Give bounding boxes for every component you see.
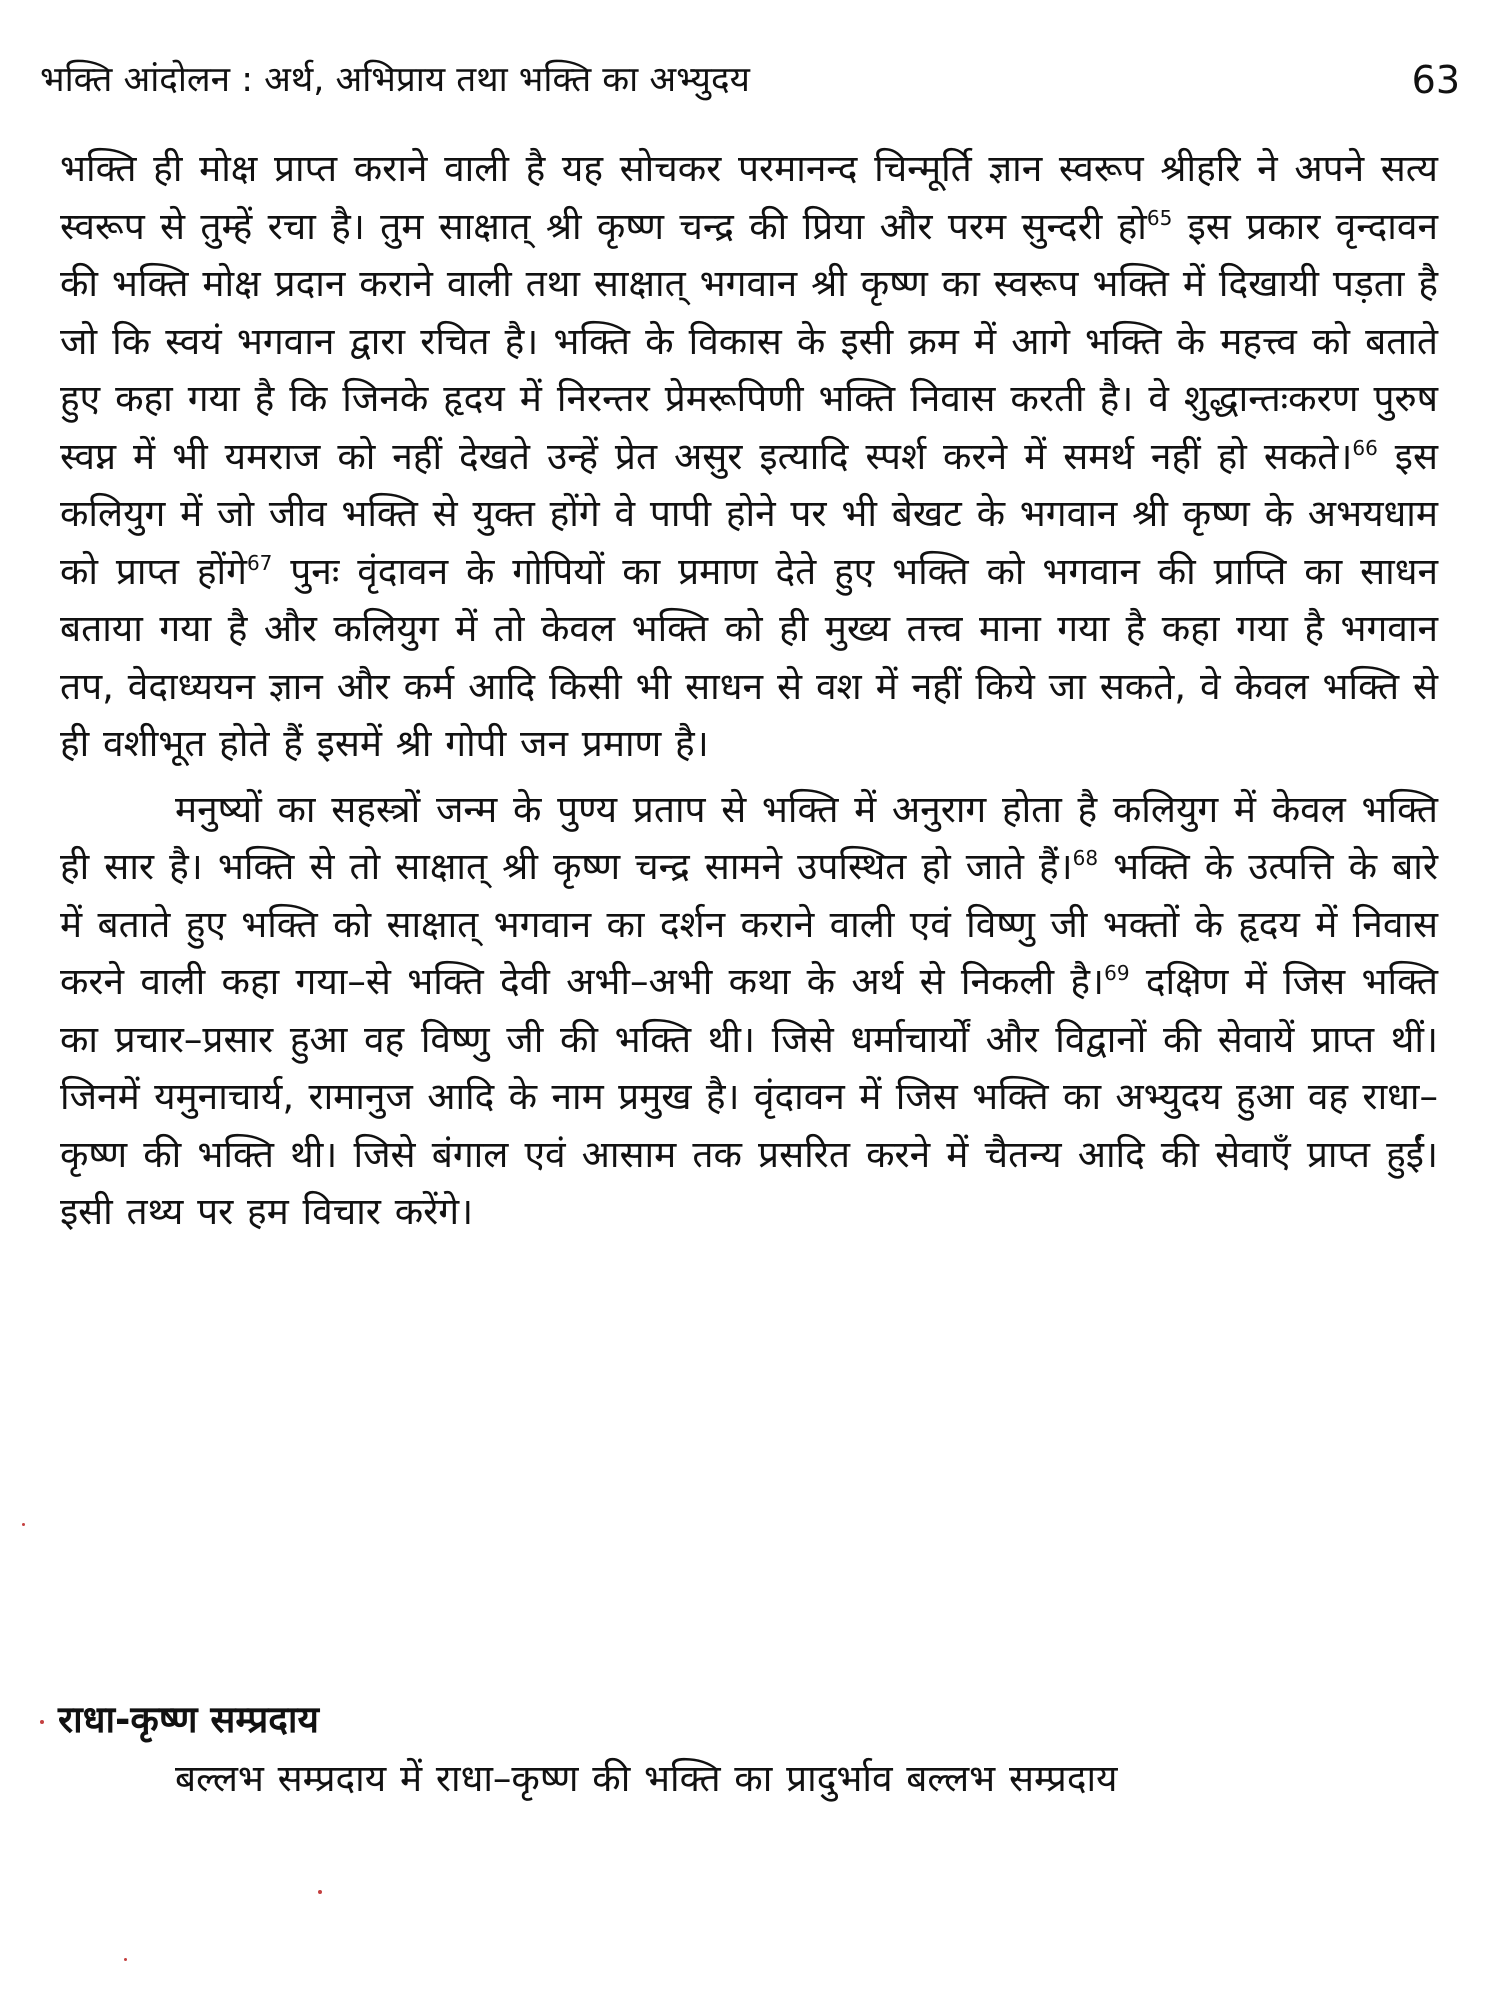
paragraph-1-text-b: इस प्रकार वृन्दावन की भक्ति मोक्ष प्रदान कराने वाली तथा साक्षात् भगवान श्री कृष्ण का स्वरूप भक्ति में दिखायी पड़ता है जो कि स्वयं भगवान द्वारा रचित है। भक्ति के विकास के इसी क्रम में आगे भक्ति के महत्त्व को बताते हुए कहा गया है कि जिनके हृदय में निरन्तर प्रेमरूपिणी भक्ति निवास करती है। वे शुद्धान्तःकरण पुरुष स्वप्न में भी यमराज को नहीं देखते उन्हें प्रेत असुर इत्यादि स्पर्श करने में समर्थ नहीं हो सकते। — [60, 204, 1438, 478]
footnote-ref-65: 65 — [1146, 205, 1173, 230]
footnote-ref-67: 67 — [246, 550, 273, 575]
paragraph-1-text-d: पुनः वृंदावन के गोपियों का प्रमाण देते हुए भक्ति को भगवान की प्राप्ति का साधन बताया गया है और कलियुग में तो केवल भक्ति को ही मुख्य तत्त्व माना गया है कहा गया है भगवान तप, वेदाध्ययन ज्ञान और कर्म आदि किसी भी साधन से वश में नहीं किये जा सकते, वे केवल भक्ति से ही वशीभूत होते हैं इसमें श्री गोपी जन प्रमाण है। — [60, 549, 1438, 765]
section-body — [60, 1750, 1438, 1808]
paragraph-2 — [60, 781, 1438, 1241]
body-text — [60, 140, 1438, 1241]
paragraph-1-text-a: भक्ति ही मोक्ष प्राप्त कराने वाली है यह सोचकर परमानन्द चिन्मूर्ति ज्ञान स्वरूप श्रीहरि ने अपने सत्य स्वरूप से तुम्हें रचा है। तुम साक्षात् श्री कृष्ण चन्द्र की प्रिया और परम सुन्दरी हो — [60, 147, 1438, 248]
paragraph-1 — [60, 140, 1438, 773]
footnote-ref-69: 69 — [1104, 961, 1130, 985]
paragraph-2-text-a: मनुष्यों का सहस्त्रों जन्म के पुण्य प्रताप से भक्ति में अनुराग होता है कलियुग में केवल भक्ति ही सार है। भक्ति से तो साक्षात् श्री कृष्ण चन्द्र सामने उपस्थित हो जाते हैं। — [60, 787, 1438, 888]
footnote-ref-68: 68 — [1072, 846, 1099, 870]
paragraph-2-text-c: दक्षिण में जिस भक्ति का प्रचार–प्रसार हुआ वह विष्णु जी की भक्ति थी। जिसे धर्माचार्यों और विद्वानों की सेवायें प्राप्त थीं। जिनमें यमुनाचार्य, रामानुज आदि के नाम प्रमुख है। वृंदावन में जिस भक्ति का अभ्युदय हुआ वह राधा–कृष्ण की भक्ति थी। जिसे बंगाल एवं आसाम तक प्रसरित करने में चैतन्य आदि की सेवाएँ प्राप्त हुईं। इसी तथ्य पर हम विचार करेंगे। — [60, 960, 1438, 1233]
print-speck — [22, 1523, 25, 1526]
chapter-title: भक्ति आंदोलन : अर्थ, अभिप्राय तथा भक्ति का अभ्युदय — [40, 60, 750, 100]
page-number: 63 — [1411, 58, 1460, 102]
section-heading: राधा-कृष्ण सम्प्रदाय — [58, 1698, 319, 1741]
paragraph-2-text-b: भक्ति के उत्पत्ति के बारे में बताते हुए भक्ति को साक्षात् भगवान का दर्शन कराने वाली एवं विष्णु जी भक्तों के हृदय में निवास करने वाली कहा गया–से भक्ति देवी अभी–अभी कथा के अर्थ से निकली है। — [60, 845, 1438, 1003]
section-first-line: बल्लभ सम्प्रदाय में राधा–कृष्ण की भक्ति का प्रादुर्भाव बल्लभ सम्प्रदाय — [175, 1757, 1118, 1800]
paragraph-1-text-c: इस कलियुग में जो जीव भक्ति से युक्त होंगे वे पापी होने पर भी बेखट के भगवान श्री कृष्ण के अभयधाम को प्राप्त होंगे — [60, 434, 1438, 593]
print-speck — [318, 1890, 322, 1894]
print-speck — [40, 1720, 44, 1724]
print-speck — [124, 1958, 127, 1961]
running-header — [40, 50, 1460, 110]
footnote-ref-66: 66 — [1352, 435, 1378, 460]
